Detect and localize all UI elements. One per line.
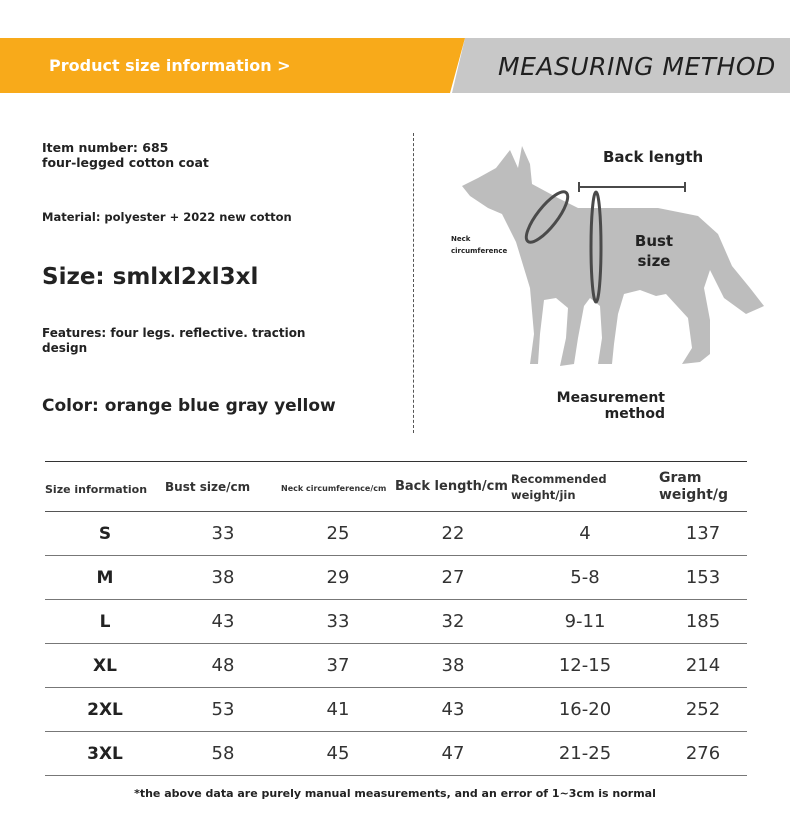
- table-row: [45, 644, 747, 688]
- header-banner: [0, 38, 790, 93]
- table-header-row: [45, 462, 747, 512]
- back-cell: 27: [395, 556, 511, 600]
- back-cell: 47: [395, 732, 511, 776]
- back-cell: 22: [395, 512, 511, 556]
- bust-cell: 43: [165, 600, 281, 644]
- table-row: [45, 512, 747, 556]
- header-neck-circumference: Neck circumference/cm: [281, 462, 395, 512]
- gram-cell: 153: [659, 556, 747, 600]
- weight-cell: 12-15: [511, 644, 659, 688]
- bust-size-label: Bust size: [634, 232, 674, 270]
- weight-cell: 4: [511, 512, 659, 556]
- gram-cell: 252: [659, 688, 747, 732]
- product-size-info-title: Product size information >: [49, 56, 291, 75]
- item-number: Item number: 685: [42, 140, 169, 155]
- header-recommended-weight: Recommended weight/jin: [511, 462, 659, 512]
- back-cell: 38: [395, 644, 511, 688]
- size-cell: 3XL: [45, 732, 165, 776]
- bust-cell: 48: [165, 644, 281, 688]
- size-list: Size: smlxl2xl3xl: [42, 264, 259, 290]
- back-cell: 32: [395, 600, 511, 644]
- table-row: [45, 556, 747, 600]
- weight-cell: 16-20: [511, 688, 659, 732]
- footnote: *the above data are purely manual measurements, and an error of 1~3cm is normal: [134, 787, 656, 800]
- material: Material: polyester + 2022 new cotton: [42, 210, 292, 224]
- gram-cell: 185: [659, 600, 747, 644]
- header-back-length: Back length/cm: [395, 462, 511, 512]
- color-list: Color: orange blue gray yellow: [42, 396, 336, 416]
- features: Features: four legs. reflective. traction design: [42, 326, 306, 355]
- measurement-method-label: Measurement method: [556, 390, 665, 422]
- neck-cell: 45: [281, 732, 395, 776]
- bust-cell: 58: [165, 732, 281, 776]
- size-cell: L: [45, 600, 165, 644]
- header-size-information: Size information: [45, 462, 165, 512]
- neck-cell: 29: [281, 556, 395, 600]
- bust-cell: 53: [165, 688, 281, 732]
- neck-cell: 25: [281, 512, 395, 556]
- header-gram-weight: Gram weight/g: [659, 462, 747, 512]
- bust-cell: 33: [165, 512, 281, 556]
- gram-cell: 276: [659, 732, 747, 776]
- gram-cell: 137: [659, 512, 747, 556]
- neck-cell: 33: [281, 600, 395, 644]
- size-cell: S: [45, 512, 165, 556]
- size-table: [45, 461, 747, 776]
- neck-cell: 37: [281, 644, 395, 688]
- size-cell: XL: [45, 644, 165, 688]
- weight-cell: 21-25: [511, 732, 659, 776]
- back-length-label: Back length: [603, 148, 704, 166]
- neck-cell: 41: [281, 688, 395, 732]
- header-bust-size: Bust size/cm: [165, 462, 281, 512]
- neck-circumference-label: Neck circumference: [451, 235, 508, 255]
- item-name: four-legged cotton coat: [42, 155, 209, 170]
- table-row: [45, 688, 747, 732]
- size-cell: M: [45, 556, 165, 600]
- table-row: [45, 600, 747, 644]
- size-cell: 2XL: [45, 688, 165, 732]
- weight-cell: 5-8: [511, 556, 659, 600]
- weight-cell: 9-11: [511, 600, 659, 644]
- measuring-method-title: MEASURING METHOD: [498, 52, 776, 81]
- gram-cell: 214: [659, 644, 747, 688]
- back-cell: 43: [395, 688, 511, 732]
- section-divider: [413, 133, 414, 433]
- bust-cell: 38: [165, 556, 281, 600]
- table-row: [45, 732, 747, 776]
